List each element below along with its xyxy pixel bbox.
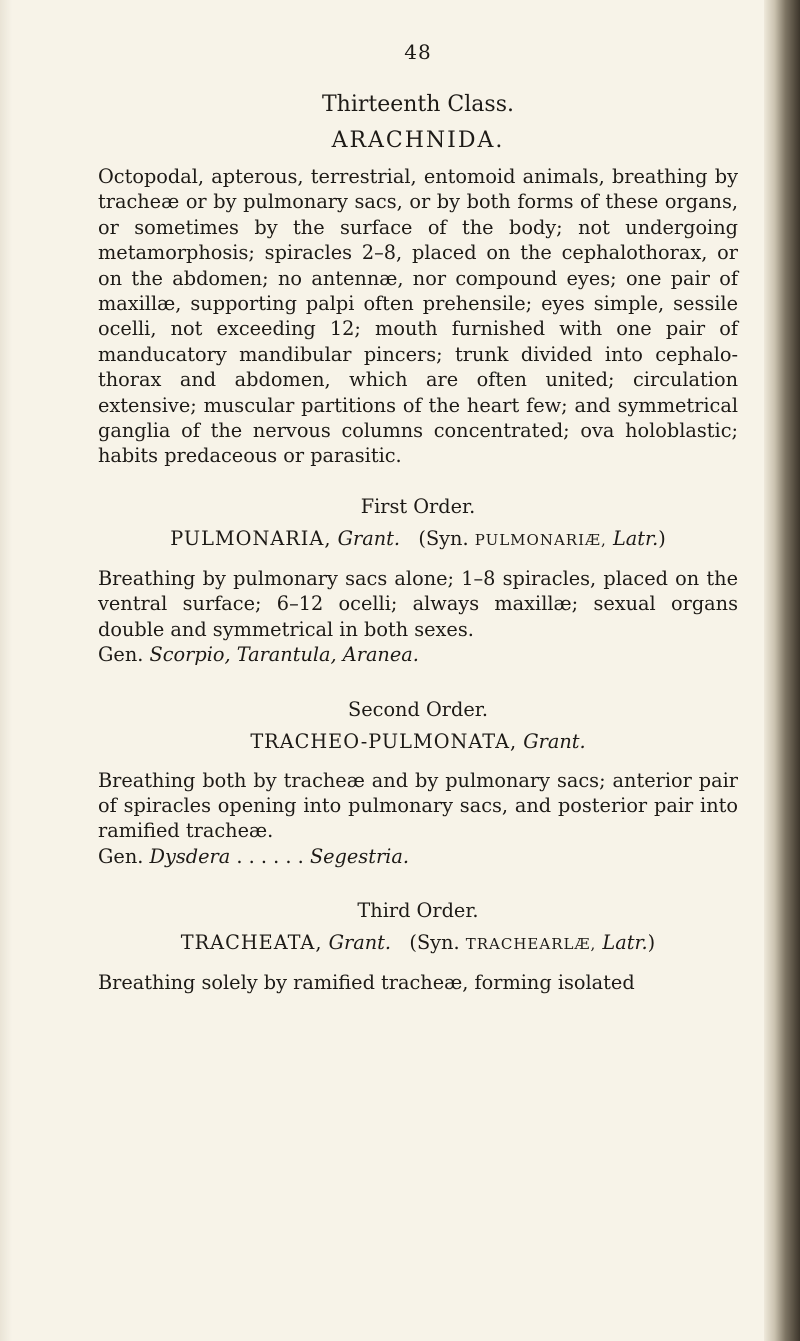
order-1-syn-suffix: )	[658, 526, 666, 550]
order-3-syn-name: TRACHEARLÆ,	[465, 935, 597, 954]
order-3-title: Third Order.	[357, 899, 479, 923]
order-2-gen-label: Gen.	[98, 844, 144, 868]
order-1-gen-label: Gen.	[98, 643, 144, 667]
order-1-description: Breathing by pulmonary sacs alone; 1–8 spiracles, placed on the ventral surface; 6–12 ocelli; always maxillæ; sexual organs double and symmetrical in both sexes.	[98, 566, 738, 641]
book-page	[98, 40, 738, 996]
page-number: 48	[404, 40, 432, 64]
order-3-syn-authority: Latr.	[602, 931, 648, 955]
order-2-heading	[98, 728, 738, 756]
order-1-syn-authority: Latr.	[612, 526, 659, 550]
order-1-authority: Grant.	[337, 526, 401, 550]
order-2-genus-b: Segestria.	[309, 844, 409, 868]
order-1-heading	[98, 525, 738, 554]
order-3-syn-prefix: (Syn.	[409, 931, 460, 955]
order-1-syn-prefix: (Syn.	[418, 526, 469, 550]
order-3-heading	[98, 929, 738, 958]
order-3-name: TRACHEATA,	[180, 931, 323, 955]
class-description: Octopodal, apterous, terrestrial, entomoid animals, breathing by tracheæ or by pulmonary sacs, or by both forms of these organs, or sometimes by the surface of the body; not undergoing metamorphosis; spiracles 2–8, placed on the cephalothorax, or on the abdomen; no antennæ, nor compound eyes; one pair of maxillæ, supporting palpi often prehensile; eyes simple, sessile ocelli, not exceeding 12; mouth furnished with one pair of manducatory mandibular pincers; trunk divided into cephalo-thorax and abdomen, which are often united; circulation extensive; muscular partitions of the heart few; and symmetrical ganglia of the nervous columns concentrated; ova holoblastic; habits predaceous or parasitic.	[98, 165, 738, 468]
order-1-genera-list: Scorpio, Tarantula, Aranea.	[149, 643, 419, 667]
order-1-syn-name: PULMONARIÆ,	[474, 530, 607, 549]
order-2-gen-dots: . . . . . .	[236, 844, 304, 868]
order-3-authority: Grant.	[328, 931, 392, 955]
order-2-description: Breathing both by tracheæ and by pulmonary sacs; anterior pair of spiracles opening into pulmonary sacs, and posterior pair into ramified tracheæ.	[98, 768, 738, 843]
order-2-authority: Grant.	[523, 729, 586, 753]
order-2-title: Second Order.	[348, 697, 488, 721]
order-1-title: First Order.	[360, 494, 476, 518]
class-name: ARACHNIDA.	[331, 128, 505, 153]
order-2-name: TRACHEO-PULMONATA,	[250, 729, 518, 753]
order-3-description: Breathing solely by ramified tracheæ, forming isolated	[98, 971, 635, 995]
order-2-genus-a: Dysdera	[149, 844, 231, 868]
order-2-genera	[98, 844, 738, 869]
class-title: Thirteenth Class.	[321, 92, 514, 117]
scan-edge-left	[0, 0, 12, 1341]
order-1-name: PULMONARIA,	[170, 526, 332, 550]
scan-edge-right	[764, 0, 800, 1341]
order-3-syn-suffix: )	[647, 931, 656, 955]
order-1-genera	[98, 642, 738, 667]
